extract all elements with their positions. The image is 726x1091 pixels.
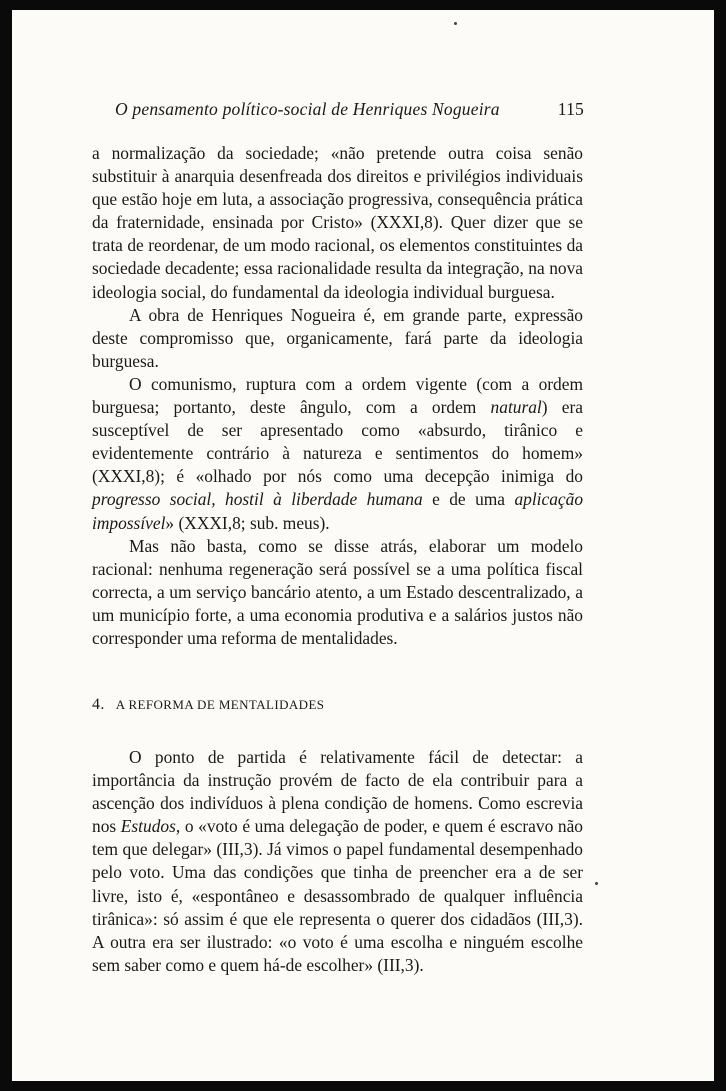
paragraph-2: A obra de Henriques Nogueira é, em grande parte, expressão deste compromisso que, organicamente, fará parte da ideologia burguesa.: [92, 304, 583, 371]
paragraph-3-emphasis-1: progresso social, hostil à liberdade humana: [92, 489, 423, 510]
paragraph-3-part-c: e de uma: [422, 489, 515, 510]
page-number: 115: [557, 99, 584, 119]
section-body-text: [92, 746, 583, 977]
paragraph-4: Mas não basta, como se disse atrás, elaborar um modelo racional: nenhuma regeneração será possível se a uma política fiscal correcta, a um serviço bancário atento, a um Estado descentralizado, a um município forte, a uma economia produtiva e a salários justos não corresponder uma reforma de mentalidades.: [92, 535, 583, 648]
paragraph-5-part-a: O ponto de partida é relativamente fácil de detectar: a importância da instrução provém de facto de ela contribuir para a ascenção dos indivíduos à plena condição de homens. Como escrevia nos: [92, 747, 583, 837]
section-title: A REFORMA DE MENTALIDADES: [115, 697, 325, 712]
paragraph-3: [92, 373, 583, 535]
paragraph-3-emphasis-natural: natural: [490, 397, 542, 418]
paragraph-1: a normalização da sociedade; «não pretende outra coisa senão substituir à anarquia desenfreada dos direitos e privilégios individuais que estão hoje em luta, a associação progressiva, consequência prática da fraternidade, ensinada por Cristo» (XXXI,8). Quer dizer que se trata de reordenar, de um modo racional, os elementos constituintes da sociedade decadente; essa racionalidade resulta da integração, na nova ideologia social, do fundamental da ideologia individual burguesa.: [92, 143, 583, 302]
paragraph-5-part-b: , o «voto é uma delegação de poder, e quem é escravo não tem que delegar» (III,3). Já vimos o papel fundamental desempenhado pelo voto. Uma das condições que tinha de preencher era a de ser livre, isto é, «espontâneo e desassombrado de qualquer influência tirânica»: só assim é que ele representa o querer dos cidadãos (III,3). A outra era ser ilustrado: «o voto é uma escolha e ninguém escolhe sem saber como e quem há-de escolher» (III,3).: [92, 816, 583, 975]
paragraph-3-emphasis-2: aplicação impossível: [92, 489, 584, 533]
section-heading: [92, 696, 583, 714]
paragraph-3-part-d: » (XXXI,8; sub. meus).: [165, 512, 330, 533]
paragraph-5: [92, 746, 583, 977]
body-text: [92, 142, 583, 650]
paragraph-5-emphasis: Estudos: [120, 816, 176, 837]
scan-speck: [595, 882, 598, 885]
scan-speck: [454, 22, 457, 25]
section-number: 4.: [92, 696, 105, 713]
paragraph-3-part-a: O comunismo, ruptura com a ordem vigente (com a ordem burguesa; portanto, deste ângulo, com a ordem: [92, 373, 583, 418]
paragraph-3-part-b: ) era susceptível de ser apresentado como «absurdo, tirânico e evidentemente contrário à natureza e sentimentos do homem» (XXXI,8); é «olhado por nós como uma decepção inimiga do: [92, 397, 583, 487]
header-title: O pensamento político-social de Henriques Nogueira: [115, 99, 500, 119]
scanned-page: [12, 10, 714, 1081]
